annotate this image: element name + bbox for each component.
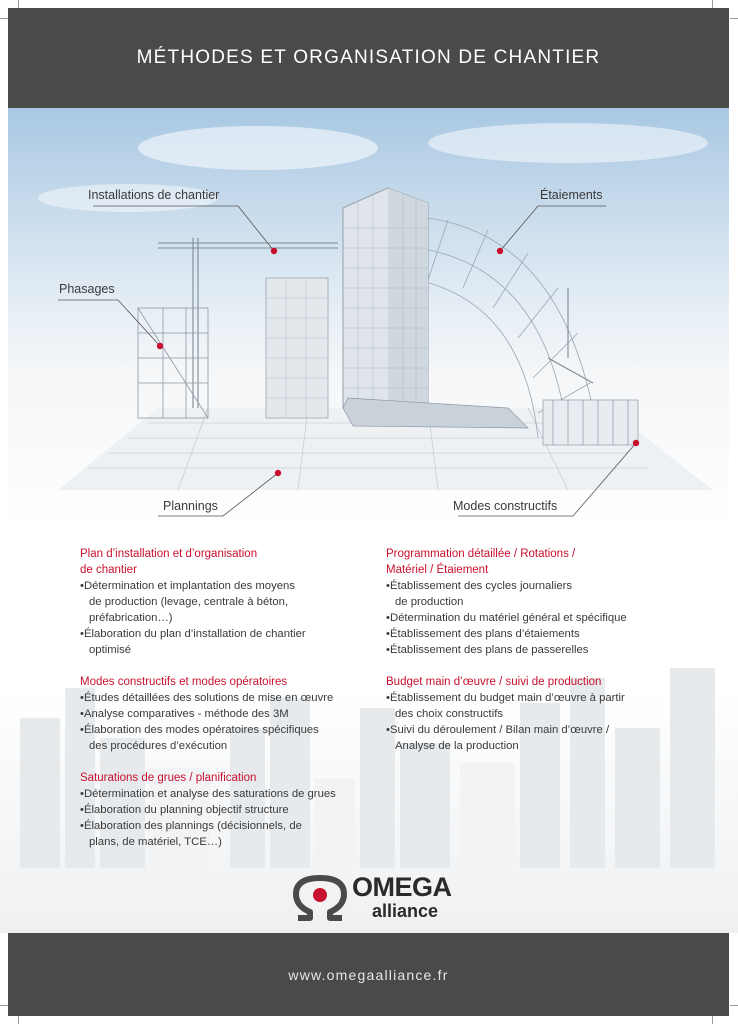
section-title: [80, 546, 370, 578]
section-title: Modes constructifs et modes opératoires: [80, 676, 288, 688]
section-programmation: [386, 546, 676, 658]
list-item: • Établissement du budget main d’œuvre à partir des choix constructifs: [386, 690, 676, 722]
section-title-line: Plan d’installation et d’organisation: [80, 548, 258, 560]
section-installation: [80, 546, 370, 658]
callout-installations: Installations de chantier: [88, 188, 220, 202]
right-column: [386, 546, 676, 770]
list-item: • Élaboration du planning objectif structure: [80, 802, 370, 818]
section-title-line: Matériel / Étaiement: [386, 564, 489, 576]
construction-illustration: [8, 108, 729, 528]
crop-mark: [730, 1005, 738, 1006]
crop-mark: [18, 0, 19, 8]
header-band: [8, 8, 729, 108]
bullet-list: [80, 786, 370, 850]
logo-subword: alliance: [372, 901, 439, 921]
crop-mark: [730, 18, 738, 19]
omega-alliance-logo: [290, 870, 450, 926]
section-title-line: de chantier: [80, 564, 137, 576]
crop-mark: [712, 1016, 713, 1024]
logo-wordmark: OMEGA: [352, 872, 452, 902]
crop-mark: [712, 0, 713, 8]
left-column: [80, 546, 370, 866]
crop-mark: [18, 1016, 19, 1024]
callout-phasages: Phasages: [59, 282, 115, 296]
list-item: • Établissement des plans de passerelles: [386, 642, 676, 658]
hero-illustration: [8, 108, 729, 528]
callout-etaiements: Étaiements: [540, 188, 603, 202]
list-item: • Suivi du déroulement / Bilan main d’œuvre / Analyse de la production: [386, 722, 676, 754]
page-title: MÉTHODES ET ORGANISATION DE CHANTIER: [136, 47, 601, 68]
bullet-list: [80, 690, 370, 754]
list-item: • Élaboration du plan d’installation de chantier optimisé: [80, 626, 370, 658]
callout-plannings: Plannings: [163, 499, 218, 513]
website-link[interactable]: www.omegaalliance.fr: [288, 966, 449, 983]
section-title-line: Programmation détaillée / Rotations /: [386, 548, 576, 560]
list-item: • Analyse comparatives - méthode des 3M: [80, 706, 370, 722]
crop-mark: [0, 1005, 8, 1006]
bullet-list: [386, 690, 676, 754]
section-title: [386, 546, 676, 578]
bullet-list: [80, 578, 370, 658]
section-modes-constructifs: [80, 674, 370, 754]
list-item: • Détermination et implantation des moyens de production (levage, centrale à béton, préfabrication…): [80, 578, 370, 626]
section-title: Budget main d’œuvre / suivi de production: [386, 676, 602, 688]
section-budget: [386, 674, 676, 754]
list-item: • Détermination et analyse des saturations de grues: [80, 786, 370, 802]
list-item: • Élaboration des modes opératoires spécifiques des procédures d’exécution: [80, 722, 370, 754]
list-item: • Élaboration des plannings (décisionnels, de plans, de matériel, TCE…): [80, 818, 370, 850]
section-saturations: [80, 770, 370, 850]
crop-mark: [0, 18, 8, 19]
callout-modes: Modes constructifs: [453, 499, 558, 513]
omega-icon: [290, 872, 350, 924]
bullet-list: [386, 578, 676, 658]
list-item: • Établissement des cycles journaliers de production: [386, 578, 676, 610]
section-title: Saturations de grues / planification: [80, 772, 257, 784]
footer-band: [8, 933, 729, 1016]
list-item: • Détermination du matériel général et spécifique: [386, 610, 676, 626]
list-item: • Études détaillées des solutions de mise en œuvre: [80, 690, 370, 706]
list-item: • Établissement des plans d’étaiements: [386, 626, 676, 642]
